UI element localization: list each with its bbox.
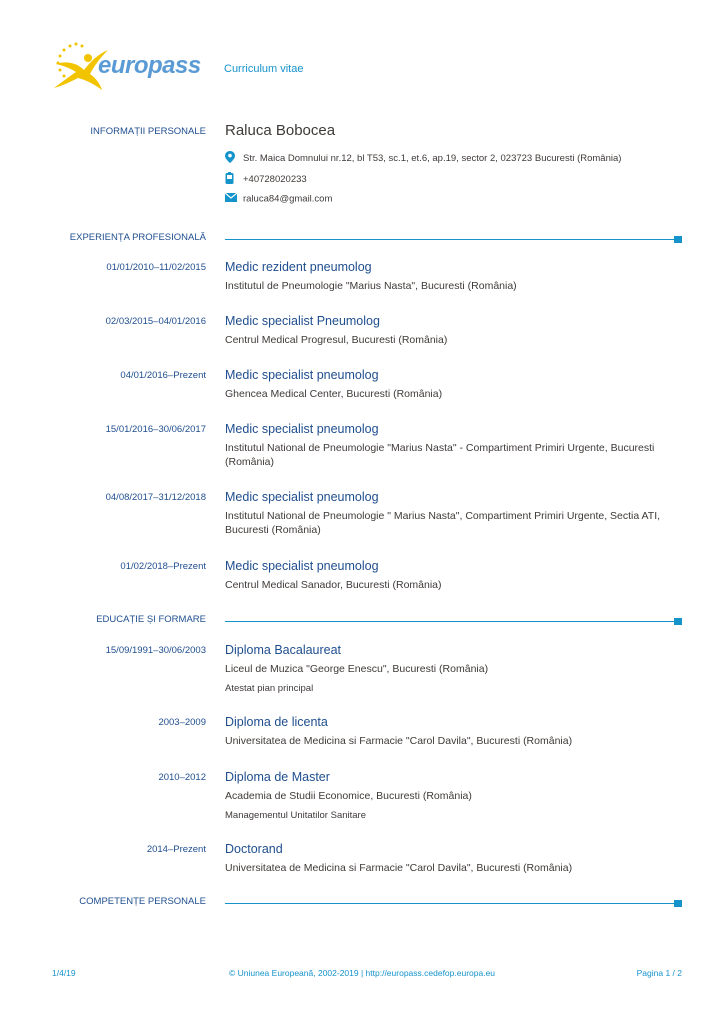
email-icon (225, 193, 237, 205)
skills-label: COMPETENȚE PERSONALE (79, 896, 206, 907)
cv-header (48, 40, 688, 94)
address-text: Str. Maica Domnului nr.12, bl T53, sc.1, et.6, ap.19, sector 2, 023723 Bucuresti (România) (243, 153, 622, 164)
entry-organization: Centrul Medical Sanador, Bucuresti (România) (225, 579, 442, 591)
entry-organization: Ghencea Medical Center, Bucuresti (România) (225, 388, 443, 400)
experience-header (0, 232, 724, 246)
entry-organization: Liceul de Muzica "George Enescu", Bucuresti (România) (225, 663, 489, 675)
email-text[interactable]: raluca84@gmail.com (243, 193, 333, 205)
section-marker (674, 900, 682, 907)
entry-organization: Universitatea de Medicina si Farmacie "Carol Davila", Bucuresti (România) (225, 862, 573, 874)
entry-date: 2014–Prezent (146, 844, 206, 855)
education-header (0, 614, 724, 628)
entry-organization: Academia de Studii Economice, Bucuresti (România) (225, 790, 472, 802)
entry-date: 04/08/2017–31/12/2018 (105, 492, 206, 503)
section-divider (225, 903, 674, 904)
entry-title: Medic specialist pneumolog (225, 559, 379, 573)
entry-date: 01/02/2018–Prezent (120, 561, 206, 572)
section-marker (674, 618, 682, 625)
footer-date: 1/4/19 (52, 968, 76, 978)
footer-page-number: Pagina 1 / 2 (636, 968, 682, 978)
section-divider (225, 621, 674, 622)
entry-organization: Universitatea de Medicina si Farmacie "Carol Davila", Bucuresti (România) (225, 735, 573, 747)
entry-organization: Institutul de Pneumologie "Marius Nasta", Bucuresti (România) (225, 280, 517, 292)
entry-details: Atestat pian principal (225, 683, 314, 694)
entry-date: 15/09/1991–30/06/2003 (105, 645, 206, 656)
education-label: EDUCAȚIE ȘI FORMARE (96, 614, 206, 625)
entry-date: 02/03/2015–04/01/2016 (105, 316, 206, 327)
phone-icon (225, 172, 237, 187)
entry-organization: Centrul Medical Progresul, Bucuresti (România) (225, 334, 448, 346)
entry-title: Diploma de licenta (225, 715, 328, 729)
entry-title: Medic rezident pneumolog (225, 260, 372, 274)
document-title: Curriculum vitae (224, 63, 304, 75)
entry-date: 04/01/2016–Prezent (120, 370, 206, 381)
entry-title: Diploma de Master (225, 770, 330, 784)
entry-title: Medic specialist pneumolog (225, 490, 379, 504)
entry-date: 2010–2012 (158, 772, 206, 783)
entry-date: 15/01/2016–30/06/2017 (105, 424, 206, 435)
personal-info-label: INFORMAȚII PERSONALE (90, 126, 206, 137)
contact-email (225, 193, 332, 205)
experience-label: EXPERIENȚA PROFESIONALĂ (69, 232, 206, 243)
entry-title: Medic specialist Pneumolog (225, 314, 380, 328)
entry-organization: Institutul National de Pneumologie "Marius Nasta" - Compartiment Primiri Urgente, Bucuresti (România) (225, 442, 655, 468)
entry-date: 2003–2009 (158, 717, 206, 728)
entry-organization: Institutul National de Pneumologie " Marius Nasta", Compartiment Primiri Urgente, Sectia ATI, Bucuresti (România) (225, 510, 661, 536)
entry-title: Doctorand (225, 842, 283, 856)
entry-title: Diploma Bacalaureat (225, 643, 342, 657)
logo-text: europass (98, 52, 201, 79)
section-marker (674, 236, 682, 243)
person-name: Raluca Bobocea (225, 122, 336, 139)
section-divider (225, 239, 674, 240)
skills-header (0, 896, 724, 910)
entry-title: Medic specialist pneumolog (225, 368, 379, 382)
entry-details: Managementul Unitatilor Sanitare (225, 810, 366, 821)
location-icon (225, 151, 237, 166)
contact-address (225, 151, 621, 166)
europass-logo (48, 40, 210, 92)
footer-copyright[interactable]: © Uniunea Europeană, 2002-2019 | http://europass.cedefop.europa.eu (229, 968, 496, 978)
contact-phone (225, 172, 307, 187)
entry-title: Medic specialist pneumolog (225, 422, 379, 436)
entry-date: 01/01/2010–11/02/2015 (106, 262, 206, 273)
phone-text: +40728020233 (243, 174, 307, 185)
